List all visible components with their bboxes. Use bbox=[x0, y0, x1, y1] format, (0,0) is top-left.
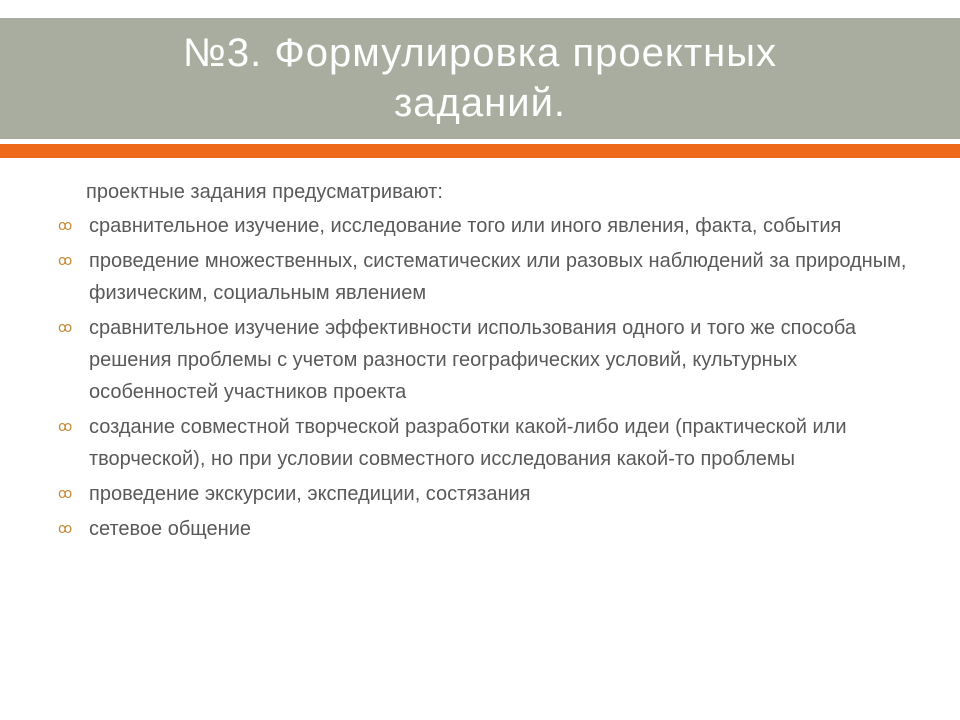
bullet-list bbox=[58, 210, 918, 545]
scroll-bullet-icon: ꝏ bbox=[58, 419, 73, 435]
slide-title-line-1: №3. Формулировка проектных bbox=[182, 31, 778, 75]
list-item bbox=[58, 245, 918, 309]
list-item bbox=[58, 312, 918, 408]
list-item-text: сравнительное изучение, исследование того или иного явления, факта, события bbox=[89, 215, 842, 237]
list-item-text: проведение экскурсии, экспедиции, состязания bbox=[89, 483, 531, 505]
scroll-bullet-icon: ꝏ bbox=[58, 486, 73, 502]
list-item bbox=[58, 411, 918, 475]
scroll-bullet-icon: ꝏ bbox=[58, 218, 73, 234]
intro-text: проектные задания предусматривают: bbox=[86, 181, 443, 203]
slide-title-line-2: заданий. bbox=[393, 81, 567, 125]
slide-body bbox=[58, 176, 918, 548]
list-item bbox=[58, 478, 918, 510]
scroll-bullet-icon: ꝏ bbox=[58, 253, 73, 269]
accent-divider bbox=[0, 144, 960, 158]
list-item-text: создание совместной творческой разработки какой-либо идеи (практической или творческой), но при условии совместного исследования какой-то проблемы bbox=[89, 416, 847, 470]
scroll-bullet-icon: ꝏ bbox=[58, 320, 73, 336]
list-item bbox=[58, 513, 918, 545]
slide-title bbox=[0, 28, 960, 128]
list-item-text: сетевое общение bbox=[89, 518, 251, 540]
list-item bbox=[58, 210, 918, 242]
list-item-text: сравнительное изучение эффективности использования одного и того же способа решения проблемы с учетом разности географических условий, культурных особенностей участников проекта bbox=[89, 317, 857, 403]
scroll-bullet-icon: ꝏ bbox=[58, 521, 73, 537]
list-item-text: проведение множественных, систематических или разовых наблюдений за природным, физическим, социальным явлением bbox=[89, 250, 907, 304]
